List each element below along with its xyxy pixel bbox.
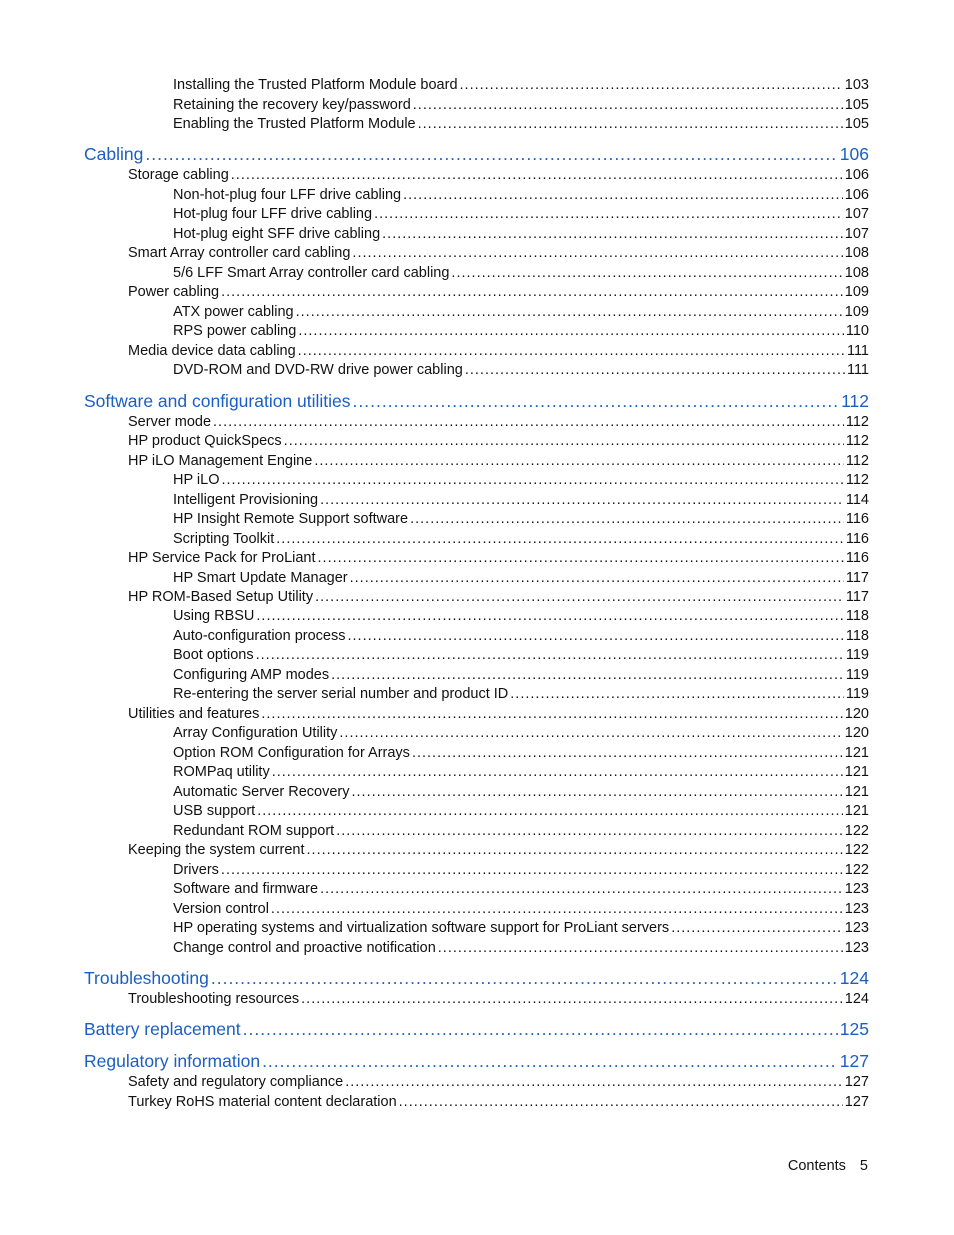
- toc-section-entry[interactable]: [173, 303, 869, 322]
- toc-dot-leader: [213, 413, 844, 432]
- toc-dot-leader: [336, 822, 843, 841]
- toc-section-entry[interactable]: [128, 283, 869, 302]
- toc-entry-page: 123: [844, 919, 869, 936]
- toc-section-entry[interactable]: [173, 361, 869, 380]
- toc-entry-page: 124: [844, 990, 869, 1007]
- toc-entry-title: HP ROM-Based Setup Utility: [128, 588, 314, 605]
- toc-entry-page: 112: [845, 452, 869, 469]
- toc-dot-leader: [418, 115, 843, 134]
- toc-entry-page: 108: [844, 244, 869, 261]
- toc-section-entry[interactable]: [173, 939, 869, 958]
- toc-dot-leader: [351, 783, 842, 802]
- toc-dot-leader: [307, 841, 843, 860]
- toc-entry-page: 123: [844, 880, 869, 897]
- toc-section-entry[interactable]: [173, 510, 869, 529]
- toc-dot-leader: [315, 588, 844, 607]
- toc-section-entry[interactable]: [128, 342, 869, 361]
- toc-entry-title: Keeping the system current: [128, 841, 305, 858]
- toc-dot-leader: [399, 1093, 843, 1112]
- toc-section-entry[interactable]: [173, 225, 869, 244]
- toc-dot-leader: [350, 569, 844, 588]
- toc-entry-title: Hot-plug eight SFF drive cabling: [173, 225, 381, 242]
- toc-dot-leader: [465, 361, 845, 380]
- toc-entry-page: 118: [845, 627, 869, 644]
- toc-entry-title: Auto-configuration process: [173, 627, 346, 644]
- toc-dot-leader: [318, 549, 844, 568]
- toc-section-entry[interactable]: [173, 724, 869, 743]
- toc-entry-page: 105: [844, 115, 869, 132]
- toc-entry-page: 116: [845, 530, 869, 547]
- toc-dot-leader: [271, 900, 843, 919]
- toc-entry-title: Retaining the recovery key/password: [173, 96, 411, 113]
- toc-entry-page: 127: [839, 1051, 869, 1071]
- toc-entry-title: Intelligent Provisioning: [173, 491, 319, 508]
- toc-dot-leader: [314, 452, 844, 471]
- toc-section-entry[interactable]: [173, 186, 869, 205]
- toc-entry-title: Array Configuration Utility: [173, 724, 338, 741]
- toc-entry-page: 120: [844, 705, 869, 722]
- toc-entry-title: Automatic Server Recovery: [173, 783, 350, 800]
- toc-entry-title: HP Service Pack for ProLiant: [128, 549, 316, 566]
- toc-section-entry[interactable]: [173, 627, 869, 646]
- toc-entry-page: 112: [845, 413, 869, 430]
- toc-dot-leader: [301, 990, 843, 1009]
- toc-entry-title: Power cabling: [128, 283, 220, 300]
- toc-entry-title: ROMPaq utility: [173, 763, 270, 780]
- toc-section-entry[interactable]: [173, 530, 869, 549]
- toc-section-entry[interactable]: [128, 841, 869, 860]
- toc-dot-leader: [298, 322, 844, 341]
- toc-entry-page: 107: [844, 205, 869, 222]
- toc-dot-leader: [256, 646, 844, 665]
- toc-section-entry[interactable]: [173, 880, 869, 899]
- toc-dot-leader: [410, 510, 844, 529]
- toc-entry-title: Configuring AMP modes: [173, 666, 330, 683]
- toc-dot-leader: [413, 96, 843, 115]
- toc-section-entry[interactable]: [173, 607, 869, 626]
- toc-dot-leader: [320, 880, 843, 899]
- toc-dot-leader: [256, 607, 843, 626]
- toc-dot-leader: [276, 530, 844, 549]
- toc-chapter-entry[interactable]: [84, 390, 869, 412]
- toc-dot-leader: [296, 303, 843, 322]
- toc-entry-page: 112: [845, 471, 869, 488]
- toc-entry-title: Battery replacement: [84, 1019, 241, 1039]
- toc-entry-title: Boot options: [173, 646, 254, 663]
- toc-dot-leader: [339, 724, 842, 743]
- toc-entry-title: HP iLO Management Engine: [128, 452, 313, 469]
- toc-entry-page: 117: [845, 588, 869, 605]
- toc-entry-title: Media device data cabling: [128, 342, 296, 359]
- toc-dot-leader: [231, 166, 843, 185]
- footer-page-number: 5: [859, 1158, 868, 1174]
- toc-entry-page: 112: [845, 432, 869, 449]
- toc-entry-title: Smart Array controller card cabling: [128, 244, 351, 261]
- toc-dot-leader: [320, 491, 844, 510]
- toc-entry-page: 103: [844, 76, 869, 93]
- toc-chapter-entry[interactable]: [84, 143, 869, 165]
- toc-entry-title: Storage cabling: [128, 166, 229, 183]
- toc-entry-title: Enabling the Trusted Platform Module: [173, 115, 416, 132]
- toc-section-entry[interactable]: [173, 861, 869, 880]
- toc-entry-title: Drivers: [173, 861, 219, 878]
- toc-entry-page: 106: [844, 186, 869, 203]
- toc-dot-leader: [353, 390, 840, 412]
- toc-entry-page: 121: [844, 763, 869, 780]
- toc-chapter-entry[interactable]: [84, 1018, 869, 1040]
- page-footer: [788, 1158, 868, 1174]
- toc-dot-leader: [374, 205, 843, 224]
- toc-entry-page: 116: [845, 510, 869, 527]
- toc-entry-page: 127: [844, 1073, 869, 1090]
- toc-section-entry[interactable]: [128, 413, 869, 432]
- toc-dot-leader: [460, 76, 843, 95]
- toc-entry-page: 120: [844, 724, 869, 741]
- toc-entry-title: Cabling: [84, 144, 144, 164]
- toc-dot-leader: [262, 1050, 838, 1072]
- toc-entry-page: 117: [845, 569, 869, 586]
- toc-chapter-entry[interactable]: [84, 967, 869, 989]
- toc-entry-page: 119: [845, 646, 869, 663]
- toc-entry-page: 107: [844, 225, 869, 242]
- toc-section-entry[interactable]: [173, 96, 869, 115]
- toc-entry-page: 119: [845, 666, 869, 683]
- toc-entry-page: 124: [839, 968, 869, 988]
- toc-dot-leader: [243, 1018, 838, 1040]
- toc-entry-title: Non-hot-plug four LFF drive cabling: [173, 186, 402, 203]
- toc-dot-leader: [412, 744, 843, 763]
- toc-entry-page: 111: [846, 361, 869, 378]
- toc-entry-title: USB support: [173, 802, 256, 819]
- toc-entry-title: HP product QuickSpecs: [128, 432, 282, 449]
- toc-dot-leader: [671, 919, 843, 938]
- toc-entry-title: Server mode: [128, 413, 212, 430]
- toc-entry-page: 119: [845, 685, 869, 702]
- toc-entry-title: DVD-ROM and DVD-RW drive power cabling: [173, 361, 463, 378]
- toc-section-entry[interactable]: [173, 264, 869, 283]
- toc-section-entry[interactable]: [128, 244, 869, 263]
- toc-entry-page: 114: [845, 491, 869, 508]
- toc-entry-title: Using RBSU: [173, 607, 255, 624]
- toc-section-entry[interactable]: [173, 802, 869, 821]
- toc-entry-title: Redundant ROM support: [173, 822, 335, 839]
- toc-dot-leader: [382, 225, 843, 244]
- toc-section-entry[interactable]: [128, 990, 869, 1009]
- toc-dot-leader: [221, 861, 843, 880]
- toc-section-entry[interactable]: [173, 763, 869, 782]
- toc-section-entry[interactable]: [173, 76, 869, 95]
- toc-entry-title: Turkey RoHS material content declaration: [128, 1093, 397, 1110]
- toc-entry-title: Regulatory information: [84, 1051, 261, 1071]
- toc-dot-leader: [438, 939, 843, 958]
- toc-dot-leader: [345, 1073, 843, 1092]
- toc-entry-page: 121: [844, 783, 869, 800]
- toc-dot-leader: [221, 471, 843, 490]
- toc-section-entry[interactable]: [173, 471, 869, 490]
- toc-section-entry[interactable]: [173, 685, 869, 704]
- toc-entry-page: 118: [845, 607, 869, 624]
- toc-entry-page: 125: [839, 1019, 869, 1039]
- toc-entry-title: HP operating systems and virtualization software support for ProLiant servers: [173, 919, 670, 936]
- toc-entry-page: 106: [844, 166, 869, 183]
- toc-dot-leader: [261, 705, 842, 724]
- toc-dot-leader: [510, 685, 844, 704]
- toc-section-entry[interactable]: [173, 205, 869, 224]
- toc-dot-leader: [451, 264, 842, 283]
- toc-entry-title: Option ROM Configuration for Arrays: [173, 744, 410, 761]
- toc-entry-page: 109: [844, 283, 869, 300]
- toc-section-entry[interactable]: [173, 744, 869, 763]
- toc-section-entry[interactable]: [173, 822, 869, 841]
- toc-entry-title: Utilities and features: [128, 705, 260, 722]
- toc-section-entry[interactable]: [173, 322, 869, 341]
- toc-entry-page: 110: [845, 322, 869, 339]
- toc-dot-leader: [352, 244, 842, 263]
- toc-entry-page: 105: [844, 96, 869, 113]
- toc-section-entry[interactable]: [128, 432, 869, 451]
- toc-dot-leader: [272, 763, 843, 782]
- toc-chapter-entry[interactable]: [84, 1050, 869, 1072]
- toc-section-entry[interactable]: [173, 900, 869, 919]
- toc-entry-page: 121: [844, 802, 869, 819]
- toc-entry-title: RPS power cabling: [173, 322, 297, 339]
- toc-entry-page: 122: [844, 861, 869, 878]
- toc-dot-leader: [403, 186, 843, 205]
- toc-entry-title: Scripting Toolkit: [173, 530, 275, 547]
- toc-dot-leader: [348, 627, 844, 646]
- toc-entry-title: Change control and proactive notification: [173, 939, 436, 956]
- toc-dot-leader: [298, 342, 845, 361]
- toc-section-entry[interactable]: [128, 1093, 869, 1112]
- toc-section-entry[interactable]: [173, 919, 869, 938]
- toc-dot-leader: [211, 967, 838, 989]
- toc-entry-page: 122: [844, 822, 869, 839]
- toc-dot-leader: [331, 666, 844, 685]
- toc-entry-page: 106: [839, 144, 869, 164]
- toc-entry-page: 112: [841, 391, 869, 411]
- footer-label: Contents: [787, 1158, 846, 1174]
- toc-entry-page: 116: [845, 549, 869, 566]
- toc-section-entry[interactable]: [173, 666, 869, 685]
- toc-section-entry[interactable]: [173, 646, 869, 665]
- toc-entry-page: 111: [846, 342, 869, 359]
- toc-entry-title: HP Insight Remote Support software: [173, 510, 409, 527]
- toc-entry-title: Hot-plug four LFF drive cabling: [173, 205, 373, 222]
- toc-entry-title: 5/6 LFF Smart Array controller card cabling: [173, 264, 450, 281]
- toc-entry-page: 123: [844, 939, 869, 956]
- toc-entry-title: HP iLO: [173, 471, 220, 488]
- toc-dot-leader: [145, 143, 837, 165]
- toc-entry-title: Safety and regulatory compliance: [128, 1073, 344, 1090]
- toc-section-entry[interactable]: [173, 115, 869, 134]
- toc-entry-title: Troubleshooting resources: [128, 990, 300, 1007]
- toc-entry-page: 127: [844, 1093, 869, 1110]
- toc-entry-title: HP Smart Update Manager: [173, 569, 348, 586]
- toc-entry-title: ATX power cabling: [173, 303, 294, 320]
- toc-entry-title: Installing the Trusted Platform Module board: [173, 76, 458, 93]
- toc-section-entry[interactable]: [128, 549, 869, 568]
- toc-entry-title: Troubleshooting: [84, 968, 209, 988]
- toc-entry-title: Software and configuration utilities: [84, 391, 351, 411]
- toc-entry-page: 122: [844, 841, 869, 858]
- toc-entry-title: Re-entering the server serial number and product ID: [173, 685, 509, 702]
- toc-section-entry[interactable]: [128, 588, 869, 607]
- toc-section-entry[interactable]: [173, 569, 869, 588]
- toc-section-entry[interactable]: [128, 166, 869, 185]
- toc-entry-page: 109: [844, 303, 869, 320]
- toc-dot-leader: [221, 283, 843, 302]
- toc-section-entry[interactable]: [173, 783, 869, 802]
- toc-dot-leader: [284, 432, 844, 451]
- toc-section-entry[interactable]: [128, 705, 869, 724]
- toc-section-entry[interactable]: [128, 1073, 869, 1092]
- toc-section-entry[interactable]: [173, 491, 869, 510]
- toc-entry-page: 121: [844, 744, 869, 761]
- toc-section-entry[interactable]: [128, 452, 869, 471]
- toc-entry-title: Software and firmware: [173, 880, 319, 897]
- toc-entry-page: 123: [844, 900, 869, 917]
- toc-entry-page: 108: [844, 264, 869, 281]
- toc-entry-title: Version control: [173, 900, 269, 917]
- toc-dot-leader: [257, 802, 843, 821]
